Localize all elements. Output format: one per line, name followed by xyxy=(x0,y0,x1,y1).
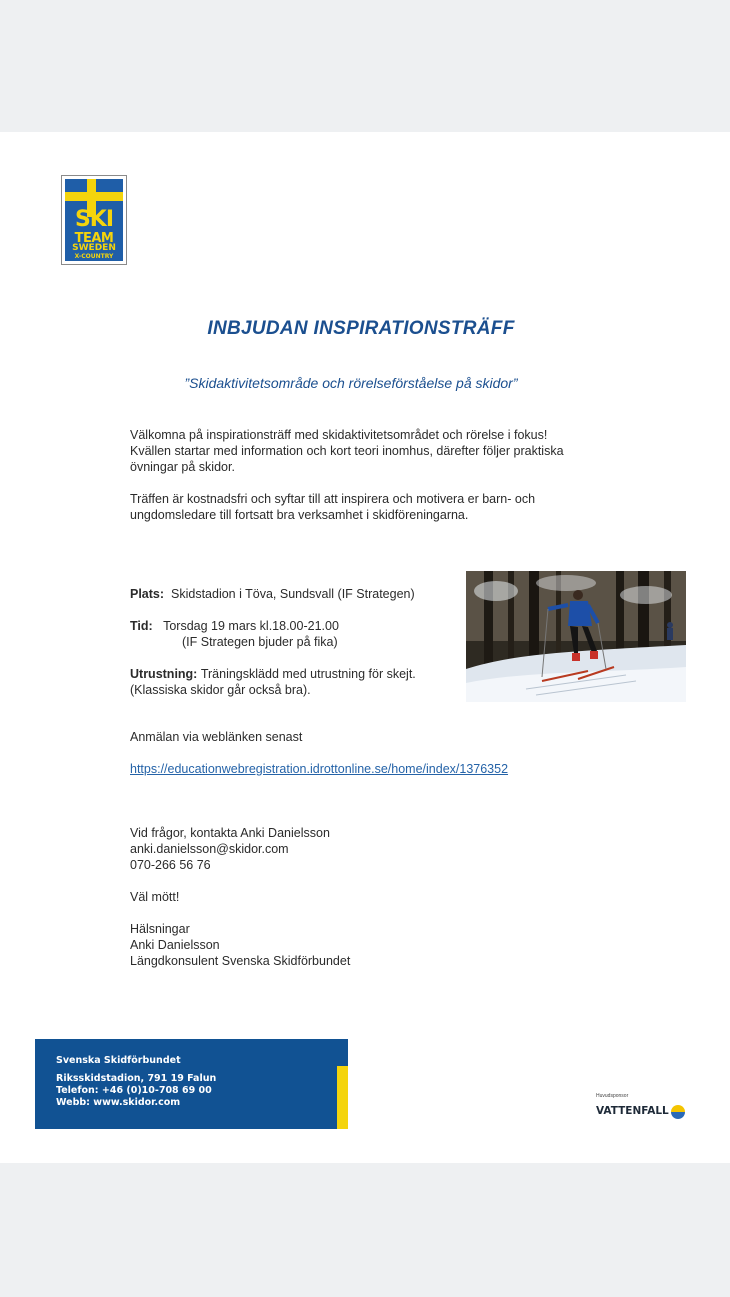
time-note: (IF Strategen bjuder på fika) xyxy=(182,635,338,649)
footer-web: Webb: www.skidor.com xyxy=(56,1097,181,1108)
equipment-note: (Klassiska skidor går också bra). xyxy=(130,683,311,697)
skier-photo xyxy=(466,571,686,702)
sponsor-name: VATTENFALL xyxy=(596,1105,669,1117)
contact-phone: 070-266 56 76 xyxy=(130,858,211,872)
footer-address: Riksskidstadion, 791 19 Falun xyxy=(56,1073,217,1084)
intro-line: ungdomsledare till fortsatt bra verksamhet i skidföreningarna. xyxy=(130,508,469,522)
time-row xyxy=(130,618,339,634)
logo-text-sweden: SWEDEN xyxy=(72,243,116,253)
logo-text-team: TEAM xyxy=(74,231,114,246)
closing-role: Längdkonsulent Svenska Skidförbundet xyxy=(130,954,351,968)
closing-greeting: Hälsningar xyxy=(130,922,190,936)
logo-text-ski: SKI xyxy=(74,207,114,232)
place-row xyxy=(130,586,415,602)
place-value: Skidstadion i Töva, Sundsvall (IF Strategen) xyxy=(171,587,415,601)
logo-cross-horizontal xyxy=(65,192,123,201)
registration-link[interactable]: https://educationwebregistration.idrottonline.se/home/index/1376352 xyxy=(130,762,509,776)
bottom-background-band xyxy=(0,1163,730,1297)
logo-flag xyxy=(65,179,123,261)
intro-line: övningar på skidor. xyxy=(130,460,235,474)
top-background-band xyxy=(0,0,730,132)
intro-line: Välkomna på inspirationsträff med skidaktivitetsområdet och rörelse i fokus! xyxy=(130,428,548,442)
footer-org: Svenska Skidförbundet xyxy=(56,1055,181,1066)
logo-text-xcountry: X-COUNTRY xyxy=(74,253,114,260)
registration-text: Anmälan via weblänken senast xyxy=(130,730,303,744)
place-label: Plats: xyxy=(130,587,165,601)
equipment-label: Utrustning: xyxy=(130,667,198,681)
page-subtitle: ”Skidaktivitetsområde och rörelseförståelse på skidor” xyxy=(184,375,518,391)
contact-line: Vid frågor, kontakta Anki Danielsson xyxy=(130,826,330,840)
time-value: Torsdag 19 mars kl.18.00-21.00 xyxy=(163,619,339,633)
equipment-row xyxy=(130,666,416,682)
vattenfall-logo-icon xyxy=(671,1105,685,1119)
sponsor-label: Huvudsponsor xyxy=(596,1093,629,1099)
closing-name: Anki Danielsson xyxy=(130,938,220,952)
footer-phone: Telefon: +46 (0)10-708 69 00 xyxy=(56,1085,212,1096)
intro-line: Träffen är kostnadsfri och syftar till att inspirera och motivera er barn- och xyxy=(130,492,536,506)
closing-welcome: Väl mött! xyxy=(130,890,180,904)
ski-team-sweden-logo xyxy=(61,175,127,265)
contact-email: anki.danielsson@skidor.com xyxy=(130,842,289,856)
equipment-value: Träningsklädd med utrustning för skejt. xyxy=(200,667,416,681)
time-label: Tid: xyxy=(130,619,153,633)
footer-contact-box xyxy=(35,1039,348,1129)
intro-line: Kvällen startar med information och kort teori inomhus, därefter följer praktiska xyxy=(130,444,564,458)
page-title: INBJUDAN INSPIRATIONSTRÄFF xyxy=(207,318,515,339)
footer-yellow-stripe xyxy=(337,1066,348,1129)
